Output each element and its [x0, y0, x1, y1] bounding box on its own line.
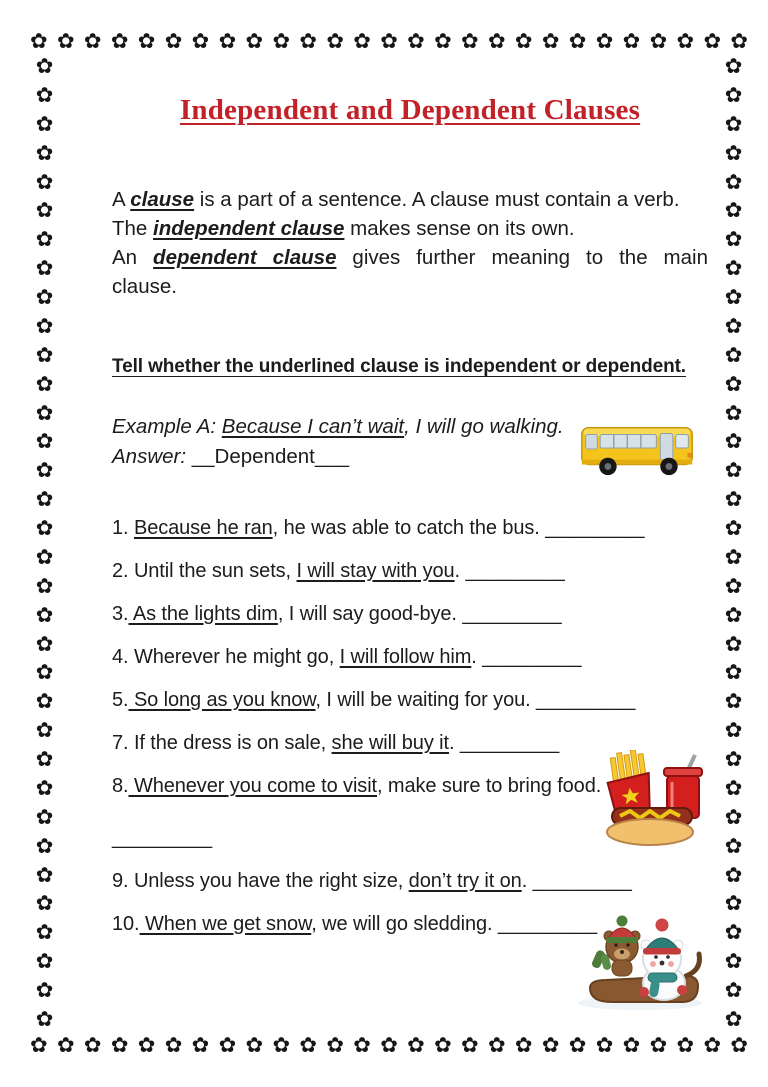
underlined-clause: she will buy it: [331, 732, 449, 754]
flower-motif-icon: ✿: [380, 1033, 398, 1057]
intro-paragraph: [112, 185, 708, 301]
flower-motif-icon: ✿: [35, 141, 54, 165]
underlined-clause: don’t try it on: [408, 870, 522, 892]
flower-motif-icon: ✿: [434, 29, 452, 53]
flower-motif-icon: ✿: [380, 29, 398, 53]
flower-motif-icon: ✿: [35, 228, 54, 252]
flower-motif-icon: ✿: [514, 1033, 533, 1057]
flower-motif-icon: ✿: [724, 950, 743, 974]
text-segment: . _________: [454, 560, 565, 582]
flower-motif-icon: ✿: [137, 1033, 156, 1057]
flower-motif-icon: ✿: [514, 29, 533, 53]
intro-line: [112, 214, 708, 243]
flower-motif-icon: ✿: [83, 29, 102, 53]
flower-motif-icon: ✿: [35, 286, 54, 309]
flower-motif-icon: ✿: [35, 488, 54, 512]
flower-motif-icon: ✿: [724, 257, 743, 281]
flower-motif-icon: ✿: [724, 805, 743, 829]
text-segment: Wherever he might go,: [128, 646, 340, 668]
flower-motif-icon: ✿: [35, 863, 54, 887]
item-number: 1.: [112, 517, 129, 539]
exercise-item-5: [112, 686, 708, 714]
exercise-item-9: [112, 867, 708, 895]
sledding-bears-clipart: [572, 910, 708, 1012]
exercise-item-1: [112, 514, 708, 542]
flower-motif-icon: ✿: [724, 141, 743, 165]
text-segment: Example A:: [112, 415, 222, 438]
flower-motif-icon: ✿: [730, 1033, 748, 1057]
text-segment: gives further meaning to the main: [336, 246, 708, 269]
underlined-clause: I will follow him: [339, 646, 472, 668]
flower-motif-icon: ✿: [461, 29, 479, 53]
intro-line: [112, 185, 708, 214]
flower-motif-icon: ✿: [191, 29, 210, 53]
underlined-clause: dependent clause: [153, 246, 337, 269]
flower-motif-icon: ✿: [595, 29, 614, 53]
text-segment: . _________: [521, 870, 632, 892]
flower-motif-icon: ✿: [724, 574, 743, 598]
flower-motif-icon: ✿: [272, 29, 291, 53]
intro-line: [112, 243, 708, 272]
flower-motif-icon: ✿: [83, 1033, 102, 1057]
flower-motif-icon: ✿: [724, 430, 743, 454]
exercise-item-4: [112, 643, 708, 671]
flower-motif-icon: ✿: [541, 1033, 560, 1057]
flower-motif-icon: ✿: [649, 29, 668, 53]
text-segment: , make sure to bring food.: [377, 775, 602, 797]
flower-motif-icon: ✿: [326, 29, 344, 53]
flower-motif-icon: ✿: [191, 1033, 210, 1057]
flower-motif-icon: ✿: [724, 748, 743, 771]
flower-motif-icon: ✿: [35, 430, 54, 454]
flower-motif-icon: ✿: [353, 29, 371, 53]
fast-food-clipart: [598, 750, 710, 848]
flower-motif-icon: ✿: [724, 545, 743, 569]
flower-motif-icon: ✿: [35, 603, 54, 627]
flower-motif-icon: ✿: [326, 1033, 344, 1057]
text-segment: If the dress is on sale,: [128, 732, 332, 754]
flower-motif-icon: ✿: [724, 719, 743, 743]
flower-motif-icon: ✿: [35, 314, 54, 338]
flower-motif-icon: ✿: [35, 661, 54, 685]
item-number: 2.: [112, 560, 129, 582]
text-segment: _________: [545, 517, 645, 539]
flower-motif-icon: ✿: [35, 979, 54, 1002]
flower-motif-icon: ✿: [30, 29, 48, 53]
item-number: 3.: [112, 603, 129, 625]
text-segment: , I will go walking.: [404, 415, 564, 438]
flower-motif-icon: ✿: [35, 517, 54, 540]
flower-motif-icon: ✿: [299, 1033, 317, 1057]
text-segment: , we will go sledding. _________: [311, 913, 598, 935]
flower-motif-icon: ✿: [35, 748, 54, 771]
item-number: 5.: [112, 689, 129, 711]
underlined-clause: So long as you know: [128, 689, 316, 711]
fast-food-icon: [598, 750, 710, 848]
flower-motif-icon: ✿: [649, 1033, 668, 1057]
exercise-item-2: [112, 557, 708, 585]
flower-motif-icon: ✿: [30, 1033, 48, 1057]
flower-motif-icon: ✿: [35, 112, 54, 136]
flower-motif-icon: ✿: [35, 257, 54, 281]
intro-line: [112, 272, 708, 301]
item-number: 7.: [112, 732, 129, 754]
flower-motif-icon: ✿: [245, 1033, 264, 1057]
flower-motif-icon: ✿: [724, 83, 743, 107]
flower-motif-icon: ✿: [299, 29, 317, 53]
text-segment: An: [112, 246, 154, 269]
flower-motif-icon: ✿: [35, 892, 54, 916]
item-number: 9.: [112, 870, 129, 892]
flower-motif-icon: ✿: [137, 29, 156, 53]
flower-motif-icon: ✿: [724, 979, 743, 1002]
flower-motif-icon: ✿: [724, 170, 743, 194]
flower-motif-icon: ✿: [724, 921, 743, 945]
underlined-clause: When we get snow: [139, 913, 312, 935]
flower-motif-icon: ✿: [35, 199, 54, 223]
flower-motif-icon: ✿: [35, 459, 54, 483]
flower-motif-icon: ✿: [724, 199, 743, 223]
flower-motif-icon: ✿: [724, 228, 743, 252]
flower-motif-icon: ✿: [724, 834, 743, 858]
flower-motif-icon: ✿: [724, 517, 743, 540]
flower-motif-icon: ✿: [568, 29, 587, 53]
flower-motif-icon: ✿: [35, 545, 54, 569]
flower-motif-icon: ✿: [218, 29, 237, 53]
flower-motif-icon: ✿: [487, 29, 506, 53]
underlined-clause: Whenever you come to visit: [128, 775, 377, 797]
flower-motif-icon: ✿: [218, 1033, 237, 1057]
border-left: [30, 56, 59, 1030]
flower-motif-icon: ✿: [35, 719, 54, 743]
flower-motif-icon: ✿: [724, 632, 743, 656]
text-segment: The: [112, 217, 154, 240]
flower-motif-icon: ✿: [724, 372, 743, 396]
text-segment: , he was able to catch the bus.: [272, 517, 546, 539]
text-segment: , I will say good-bye. _________: [277, 603, 562, 625]
flower-motif-icon: ✿: [622, 29, 641, 53]
flower-motif-icon: ✿: [541, 29, 560, 53]
text-segment: __Dependent___: [191, 445, 350, 468]
flower-motif-icon: ✿: [434, 1033, 452, 1057]
flower-motif-icon: ✿: [703, 29, 722, 53]
flower-motif-icon: ✿: [272, 1033, 291, 1057]
flower-motif-icon: ✿: [35, 401, 54, 425]
flower-motif-icon: ✿: [724, 112, 743, 136]
text-segment: A: [112, 188, 131, 211]
border-top: [30, 26, 748, 56]
flower-motif-icon: ✿: [724, 603, 743, 627]
flower-motif-icon: ✿: [676, 29, 695, 53]
flower-motif-icon: ✿: [724, 863, 743, 887]
underlined-clause: Because he ran: [133, 517, 273, 539]
flower-motif-icon: ✿: [35, 921, 54, 945]
flower-motif-icon: ✿: [724, 661, 743, 685]
flower-motif-icon: ✿: [676, 1033, 695, 1057]
flower-motif-icon: ✿: [724, 314, 743, 338]
flower-motif-icon: ✿: [164, 1033, 183, 1057]
flower-motif-icon: ✿: [724, 1007, 743, 1030]
underlined-clause: I will stay with you: [296, 560, 455, 582]
flower-motif-icon: ✿: [56, 1033, 75, 1057]
page-title: Independent and Dependent Clauses: [179, 94, 641, 126]
text-segment: clause.: [112, 275, 177, 298]
text-segment: makes sense on its own.: [344, 217, 575, 240]
exercise-item-3: [112, 600, 708, 628]
border-right: [719, 56, 748, 1030]
flower-motif-icon: ✿: [164, 29, 183, 53]
underlined-clause: independent clause: [153, 217, 345, 240]
underlined-clause: As the lights dim: [128, 603, 278, 625]
item-number: 4.: [112, 646, 129, 668]
underlined-clause: Because I can’t wait: [221, 415, 405, 438]
flower-motif-icon: ✿: [568, 1033, 587, 1057]
exercise-list: [112, 514, 708, 938]
flower-motif-icon: ✿: [35, 632, 54, 656]
flower-motif-icon: ✿: [724, 401, 743, 425]
flower-motif-icon: ✿: [35, 83, 54, 107]
flower-motif-icon: ✿: [487, 1033, 506, 1057]
instruction-heading: Tell whether the underlined clause is independent or dependent.: [112, 356, 686, 377]
flower-motif-icon: ✿: [724, 776, 743, 800]
text-segment: . _________: [471, 646, 582, 668]
flower-motif-icon: ✿: [35, 574, 54, 598]
sledding-bears-icon: [572, 910, 708, 1012]
flower-motif-icon: ✿: [35, 170, 54, 194]
flower-motif-icon: ✿: [407, 29, 425, 53]
flower-motif-icon: ✿: [35, 343, 54, 367]
flower-motif-icon: ✿: [110, 29, 129, 53]
flower-motif-icon: ✿: [245, 29, 264, 53]
flower-motif-icon: ✿: [35, 690, 54, 714]
flower-motif-icon: ✿: [35, 834, 54, 858]
flower-motif-icon: ✿: [110, 1033, 129, 1057]
flower-motif-icon: ✿: [35, 805, 54, 829]
flower-motif-icon: ✿: [407, 1033, 425, 1057]
flower-motif-icon: ✿: [724, 892, 743, 916]
flower-motif-icon: ✿: [35, 776, 54, 800]
flower-motif-icon: ✿: [703, 1033, 722, 1057]
flower-motif-icon: ✿: [35, 372, 54, 396]
underlined-clause: clause: [130, 188, 195, 211]
flower-motif-icon: ✿: [730, 29, 748, 53]
flower-motif-icon: ✿: [595, 1033, 614, 1057]
answer-blank-line: _________: [112, 827, 213, 849]
flower-motif-icon: ✿: [622, 1033, 641, 1057]
border-bottom: [30, 1030, 748, 1060]
flower-motif-icon: ✿: [724, 343, 743, 367]
text-segment: . _________: [448, 732, 560, 754]
flower-motif-icon: ✿: [461, 1033, 479, 1057]
text-segment: is a part of a sentence. A clause must contain a verb.: [194, 188, 680, 211]
flower-motif-icon: ✿: [35, 1007, 54, 1030]
text-segment: , I will be waiting for you. _________: [315, 689, 636, 711]
flower-motif-icon: ✿: [353, 1033, 371, 1057]
flower-motif-icon: ✿: [56, 29, 75, 53]
flower-motif-icon: ✿: [724, 690, 743, 714]
flower-motif-icon: ✿: [724, 459, 743, 483]
flower-motif-icon: ✿: [724, 488, 743, 512]
flower-motif-icon: ✿: [724, 56, 743, 78]
bus-icon: [578, 418, 696, 480]
item-number: 10.: [112, 913, 140, 935]
flower-motif-icon: ✿: [35, 950, 54, 974]
flower-motif-icon: ✿: [35, 56, 54, 78]
item-number: 8.: [112, 775, 129, 797]
flower-motif-icon: ✿: [724, 286, 743, 309]
text-segment: Unless you have the right size,: [128, 870, 409, 892]
text-segment: Answer:: [112, 445, 192, 468]
bus-clipart: [578, 418, 696, 480]
text-segment: Until the sun sets,: [128, 560, 297, 582]
